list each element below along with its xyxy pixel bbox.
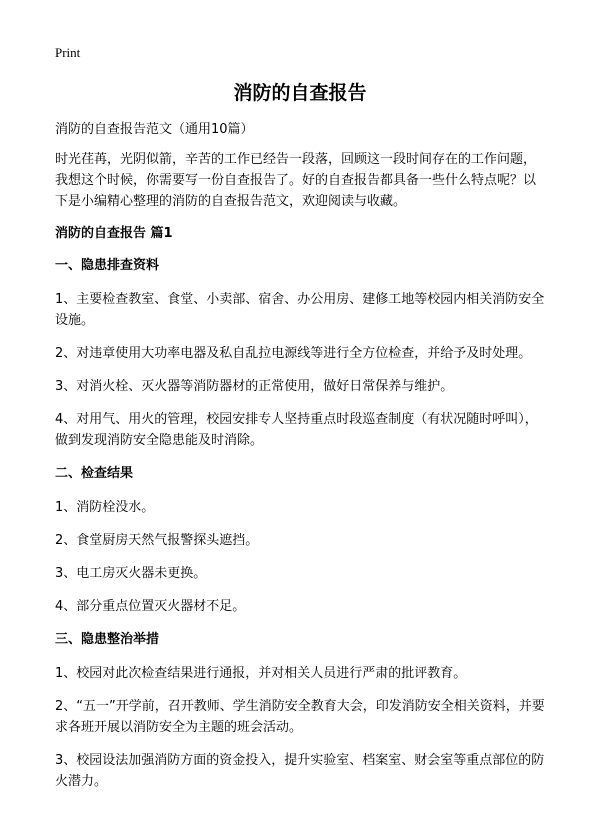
- section-heading: 二、检查结果: [55, 466, 134, 481]
- list-item: 2、食堂厨房天然气报警探头遮挡。: [55, 533, 259, 548]
- list-item: 3、校园设法加强消防方面的资金投入，提升实验室、档案室、财会室等重点部位的防火潜力。: [55, 753, 545, 789]
- section-heading: 一、隐患排查资料: [55, 258, 160, 273]
- document-subtitle: 消防的自查报告范文（通用10篇）: [55, 122, 254, 137]
- document-body: [55, 119, 547, 804]
- list-item: 4、对用气、用火的管理，校园安排专人坚持重点时段巡查制度（有状况随时呼叫），做到发现消防安全隐患能及时消除。: [55, 412, 538, 448]
- print-label: Print: [55, 45, 81, 60]
- list-item: 3、对消火栓、灭火器等消防器材的正常使用，做好日常保养与维护。: [55, 379, 454, 394]
- list-item: 2、“五一”开学前，召开教师、学生消防安全教育大会，印发消防安全相关资料，并要求各班开展以消防安全为主题的班会活动。: [55, 699, 545, 735]
- section-heading: 三、隐患整治举措: [55, 632, 160, 647]
- list-item: 1、消防栓没水。: [55, 500, 155, 515]
- article-heading: 消防的自查报告 篇1: [55, 226, 173, 241]
- intro-paragraph: 时光荏苒，光阴似箭，辛苦的工作已经告一段落，回顾这一段时间存在的工作问题，我想这个时候，你需要写一份自查报告了。好的自查报告都具备一些什么特点呢？以下是小编精心整理的消防的自查报告范文，欢迎阅读与收藏。: [55, 152, 537, 209]
- document-title: 消防的自查报告: [233, 82, 367, 104]
- list-item: 4、部分重点位置灭火器材不足。: [55, 599, 246, 614]
- section-rectification-measures: [55, 629, 547, 792]
- list-item: 3、电工房灭火器未更换。: [55, 566, 207, 581]
- section-hazard-inspection: [55, 255, 547, 451]
- list-item: 1、校园对此次检查结果进行通报，并对相关人员进行严肃的批评教育。: [55, 666, 467, 681]
- section-inspection-results: [55, 463, 547, 617]
- list-item: 1、主要检查教室、食堂、小卖部、宿舍、办公用房、建修工地等校园内相关消防安全设施。: [55, 292, 545, 328]
- list-item: 2、对违章使用大功率电器及私自乱拉电源线等进行全方位检查，并给予及时处理。: [55, 346, 532, 361]
